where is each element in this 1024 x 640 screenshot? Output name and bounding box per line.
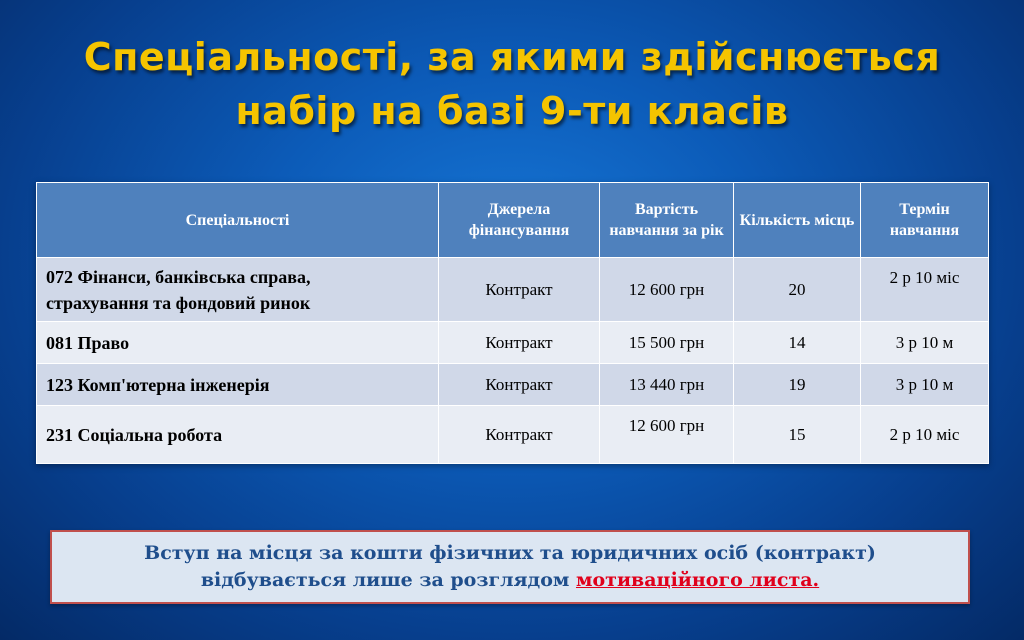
cell-term: 3 р 10 м [861, 322, 989, 364]
cell-cost: 12 600 грн [600, 406, 734, 464]
header-places: Кількість місць [734, 183, 861, 258]
table-row [37, 322, 989, 364]
cell-cost: 12 600 грн [600, 258, 734, 322]
cell-funding: Контракт [439, 364, 600, 406]
table-row [37, 364, 989, 406]
motivation-letter-link[interactable]: мотиваційного листа. [576, 569, 820, 591]
slide-title-line1: Спеціальності, за якими здійснюється [83, 35, 941, 79]
cell-specialty [37, 258, 439, 322]
header-cost: Вартість навчання за рік [600, 183, 734, 258]
cell-specialty: 231 Соціальна робота [37, 406, 439, 464]
cell-funding: Контракт [439, 322, 600, 364]
cell-term: 2 р 10 міс [861, 406, 989, 464]
cell-term: 3 р 10 м [861, 364, 989, 406]
cell-specialty: 123 Комп'ютерна інженерія [37, 364, 439, 406]
notice-line1: Вступ на місця за кошти фізичних та юридичних осіб (контракт) [144, 542, 876, 564]
cell-cost: 15 500 грн [600, 322, 734, 364]
cell-places: 14 [734, 322, 861, 364]
specialty-line1: 072 Фінанси, банківська справа, [46, 266, 311, 287]
table-row [37, 406, 989, 464]
slide-title-line2: набір на базі 9-ти класів [235, 89, 789, 133]
cell-places: 19 [734, 364, 861, 406]
header-specialty: Спеціальності [37, 183, 439, 258]
cell-funding: Контракт [439, 406, 600, 464]
contract-notice [50, 530, 970, 604]
specialties-table [36, 182, 989, 464]
cell-cost: 13 440 грн [600, 364, 734, 406]
cell-places: 20 [734, 258, 861, 322]
header-term: Термін навчання [861, 183, 989, 258]
table-header-row [37, 183, 989, 258]
cell-funding: Контракт [439, 258, 600, 322]
specialty-line2: страхування та фондовий ринок [46, 292, 311, 313]
table-row [37, 258, 989, 322]
cell-term: 2 р 10 міс [861, 258, 989, 322]
slide-title [0, 30, 1024, 138]
notice-line2-prefix: відбувається лише за розглядом [200, 569, 576, 591]
header-funding: Джерела фінансування [439, 183, 600, 258]
cell-specialty: 081 Право [37, 322, 439, 364]
cell-places: 15 [734, 406, 861, 464]
